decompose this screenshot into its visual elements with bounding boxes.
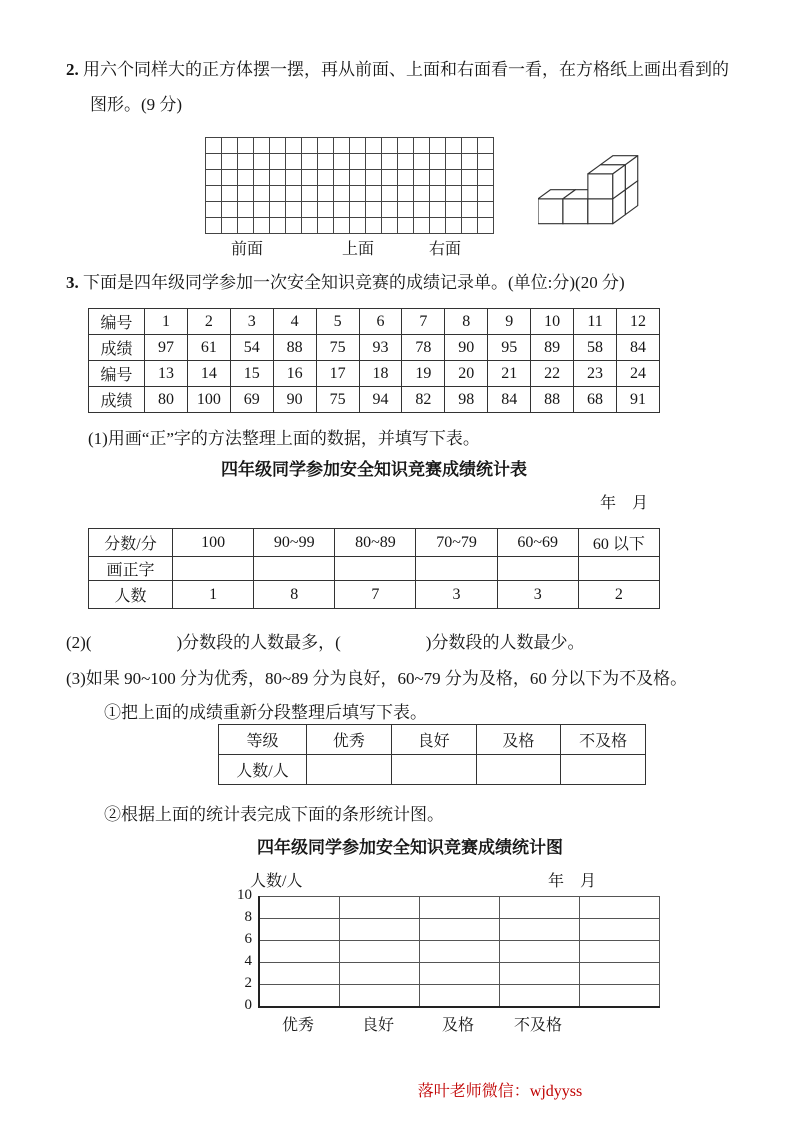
score-cell: 69 [230,387,273,413]
score-cell: 91 [616,387,659,413]
stats-header-row [89,529,660,557]
sub-question-3: (3)如果 90~100 分为优秀，80~89 分为良好，60~79 分为及格，60 分以下为不及格。 [66,669,688,688]
score-cell: 75 [316,387,359,413]
chart-vertical-gridline [419,896,420,1006]
row-header-cell: 编号 [89,361,145,387]
chart-vertical-gridline [499,896,500,1006]
grade-row-label: 人数/人 [219,755,307,785]
chart-plot-area [258,896,660,1008]
score-cell: 20 [445,361,488,387]
score-cell: 82 [402,387,445,413]
sub-question-3-item-2: ②根据上面的统计表完成下面的条形统计图。 [104,805,444,824]
x-axis-category-label: 良好 [361,1017,394,1034]
view-label-top: 上面 [341,241,374,258]
score-range-header: 100 [173,529,254,557]
score-cell: 16 [273,361,316,387]
score-cell: 61 [187,335,230,361]
grade-header-cell: 及格 [476,725,561,755]
chart-gridline [260,896,660,897]
question-3-number: 3. [66,273,79,292]
chart-gridline [260,962,660,963]
count-row-label: 人数 [89,581,173,609]
grade-header-cell: 良好 [391,725,476,755]
y-axis-tick-label: 8 [244,909,252,925]
score-cell: 94 [359,387,402,413]
score-cell: 9 [488,309,531,335]
count-cell: 8 [254,581,335,609]
grade-header-row [219,725,646,755]
count-cell: 1 [173,581,254,609]
score-range-header: 60~69 [497,529,578,557]
score-cell: 90 [273,387,316,413]
grade-count-row [219,755,646,785]
tally-row [89,557,660,581]
sub-question-2: (2)( )分数段的人数最多，( )分数段的人数最少。 [66,633,585,652]
score-cell: 6 [359,309,402,335]
question-3-text [66,268,625,293]
tally-empty-cell [578,557,659,581]
count-cell: 3 [416,581,497,609]
x-axis-category-label: 不及格 [513,1017,562,1034]
bar-chart [220,868,690,1043]
question-2-line1: 用六个同样大的正方体摆一摆，再从前面、上面和右面看一看，在方格纸上画出看到的 [83,60,729,79]
chart-vertical-gridline [579,896,580,1006]
score-cell: 13 [145,361,188,387]
grade-empty-cell [561,755,646,785]
score-range-header: 90~99 [254,529,335,557]
stats-table [88,528,660,609]
score-range-header: 70~79 [416,529,497,557]
grade-corner-label: 等级 [219,725,307,755]
y-axis-tick-label: 10 [237,887,252,903]
stats-date-label: 年 月 [599,495,648,512]
tally-row-label: 画正字 [89,557,173,581]
grade-empty-cell [307,755,392,785]
count-cell: 3 [497,581,578,609]
chart-gridline [260,984,660,985]
score-cell: 68 [574,387,617,413]
score-cell: 12 [616,309,659,335]
score-cell: 84 [616,335,659,361]
score-cell: 98 [445,387,488,413]
grade-table [218,724,646,785]
question-3-intro: 下面是四年级同学参加一次安全知识竞赛的成绩记录单。(单位:分)(20 分) [83,273,625,292]
row-header-cell: 成绩 [89,387,145,413]
score-cell: 4 [273,309,316,335]
question-2-line2: 图形。(9 分) [90,95,183,114]
stats-corner-label: 分数/分 [89,529,173,557]
score-cell: 5 [316,309,359,335]
score-cell: 80 [145,387,188,413]
record-table-row [89,335,660,361]
y-axis-tick-label: 4 [244,953,252,969]
score-cell: 17 [316,361,359,387]
tally-empty-cell [254,557,335,581]
footer-note: 落叶老师微信：wjdyyss [417,1083,583,1100]
score-cell: 78 [402,335,445,361]
chart-vertical-gridline [339,896,340,1006]
score-cell: 75 [316,335,359,361]
chart-gridline [260,918,660,919]
y-axis-tick-label: 2 [244,975,252,991]
record-table-row [89,387,660,413]
score-cell: 88 [273,335,316,361]
chart-y-axis-label: 人数/人 [250,873,303,890]
view-label-front: 前面 [230,241,263,258]
row-header-cell: 编号 [89,309,145,335]
count-row [89,581,660,609]
sub-question-3-item-1: ①把上面的成绩重新分段整理后填写下表。 [104,703,427,722]
y-axis-tick-label: 0 [244,997,252,1013]
score-cell: 23 [574,361,617,387]
chart-date-label: 年 月 [548,873,597,890]
record-table-row [89,309,660,335]
cube-figure [538,142,640,225]
score-cell: 89 [531,335,574,361]
y-axis-tick-label: 6 [244,931,252,947]
score-cell: 18 [359,361,402,387]
score-cell: 19 [402,361,445,387]
score-cell: 54 [230,335,273,361]
row-header-cell: 成绩 [89,335,145,361]
grid-paper [205,137,494,234]
sub-question-1: (1)用画“正”字的方法整理上面的数据，并填写下表。 [88,429,480,448]
chart-vertical-gridline [659,896,660,1006]
score-cell: 8 [445,309,488,335]
score-cell: 3 [230,309,273,335]
score-cell: 24 [616,361,659,387]
score-cell: 10 [531,309,574,335]
grade-empty-cell [476,755,561,785]
score-range-header: 80~89 [335,529,416,557]
score-cell: 95 [488,335,531,361]
chart-title: 四年级同学参加安全知识竞赛成绩统计图 [257,838,563,857]
score-cell: 58 [574,335,617,361]
tally-empty-cell [335,557,416,581]
question-2-number: 2. [66,60,79,79]
score-cell: 90 [445,335,488,361]
score-cell: 22 [531,361,574,387]
record-table-row [89,361,660,387]
tally-empty-cell [173,557,254,581]
stats-table-title: 四年级同学参加安全知识竞赛成绩统计表 [221,460,527,479]
grade-header-cell: 优秀 [307,725,392,755]
count-cell: 7 [335,581,416,609]
score-cell: 2 [187,309,230,335]
chart-gridline [260,940,660,941]
score-cell: 97 [145,335,188,361]
score-cell: 21 [488,361,531,387]
score-cell: 11 [574,309,617,335]
view-label-right: 右面 [428,241,461,258]
question-2-text [66,55,729,80]
score-cell: 84 [488,387,531,413]
score-cell: 7 [402,309,445,335]
score-cell: 15 [230,361,273,387]
record-table [88,308,660,413]
x-axis-category-label: 优秀 [281,1017,314,1034]
score-cell: 14 [187,361,230,387]
count-cell: 2 [578,581,659,609]
grade-header-cell: 不及格 [561,725,646,755]
score-cell: 100 [187,387,230,413]
x-axis-category-label: 及格 [441,1017,474,1034]
tally-empty-cell [497,557,578,581]
score-cell: 1 [145,309,188,335]
tally-empty-cell [416,557,497,581]
score-range-header: 60 以下 [578,529,659,557]
score-cell: 88 [531,387,574,413]
score-cell: 93 [359,335,402,361]
grade-empty-cell [391,755,476,785]
